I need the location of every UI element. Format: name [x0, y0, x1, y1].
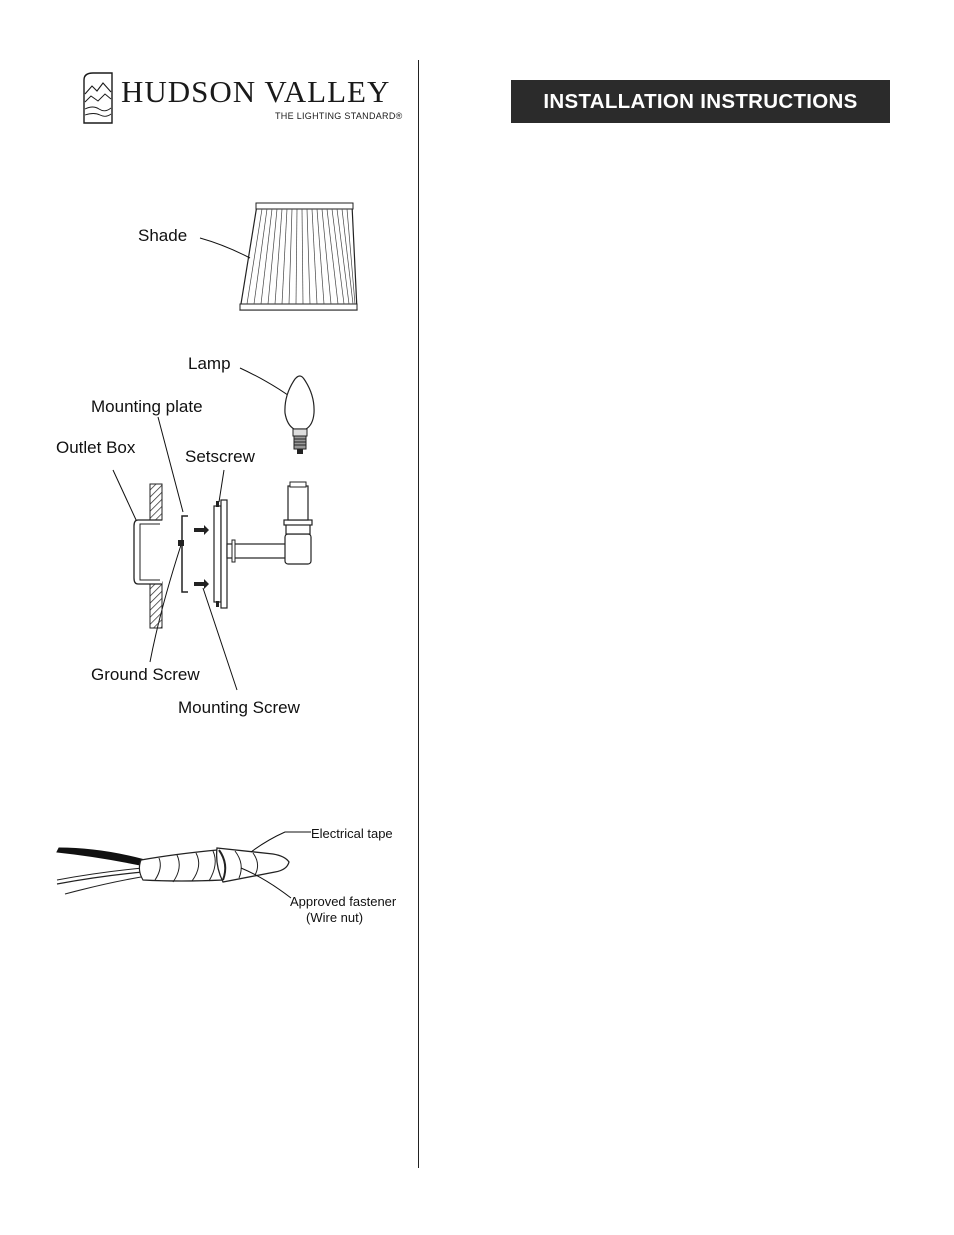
- label-shade: Shade: [138, 226, 188, 245]
- brand-tagline: THE LIGHTING STANDARD®: [275, 111, 403, 121]
- label-approved-fastener: [290, 894, 396, 926]
- label-mounting-screw: Mounting Screw: [178, 698, 300, 717]
- label-setscrew: Setscrew: [185, 447, 255, 466]
- label-mounting-plate: Mounting plate: [91, 397, 203, 416]
- label-outlet-box: Outlet Box: [56, 438, 136, 457]
- label-electrical-tape: Electrical tape: [311, 826, 393, 841]
- label-lamp: Lamp: [188, 354, 231, 373]
- label-approved-fastener-line1: Approved fastener: [290, 894, 397, 909]
- sconce-assembly-illustration: [120, 470, 340, 635]
- lamp-bulb-illustration: [280, 375, 320, 460]
- brand-name: HUDSON VALLEY: [121, 74, 391, 109]
- label-ground-screw: Ground Screw: [91, 665, 200, 684]
- label-wire-nut: (Wire nut): [306, 910, 364, 925]
- page-title: INSTALLATION INSTRUCTIONS: [511, 80, 890, 123]
